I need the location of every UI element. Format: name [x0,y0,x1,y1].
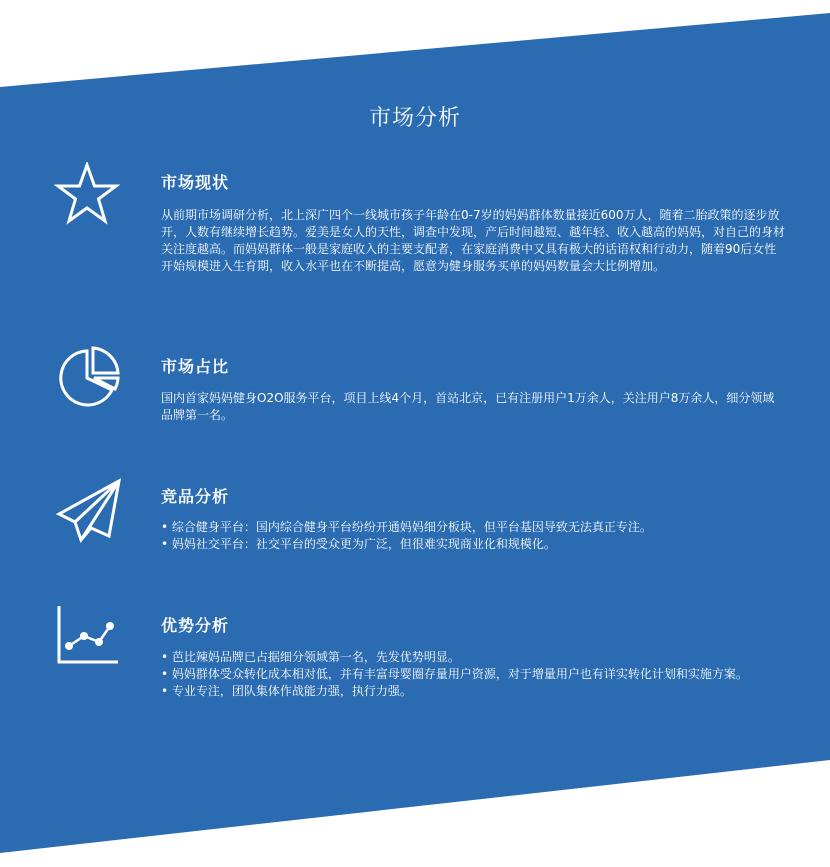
bullet-item: • 专业专注，团队集体作战能力强，执行力强。 [161,684,412,698]
section-paragraph [161,207,786,275]
bullet-item: • 芭比辣妈品牌已占据细分领域第一名，先发优势明显。 [161,650,460,664]
bullet-item: • 综合健身平台：国内综合健身平台纷纷开通妈妈细分板块，但平台基因导致无法真正专注。 [161,520,652,534]
page-title: 市场分析 [368,106,461,131]
star-icon [54,162,120,228]
section-bullets [161,519,786,553]
paragraph-text: 从前期市场调研分析，北上深广四个一线城市孩子年龄在0-7岁的妈妈群体数量接近600万人，随着二胎政策的逐步放开，人数有继续增长趋势。爱美是女人的天性，调查中发现，产后时间越短、越年轻、收入越高的妈妈，对自己的身材关注度越高。而妈妈群体一般是家庭收入的主要支配者，在家庭消费中又具有极大的话语权和行动力，随着90后女性开始规模进入生育期，收入水平也在不断提高，愿意为健身服务买单的妈妈数量会大比例增加。 [161,208,786,273]
paper-plane-icon [55,478,123,544]
section-heading: 优势分析 [161,616,230,635]
line-chart-icon [56,604,122,670]
section-bullets [161,649,786,700]
section-heading: 市场占比 [161,357,230,376]
bullet-item: • 妈妈群体受众转化成本相对低，并有丰富母婴圈存量用户资源，对于增量用户也有详实转化计划和实施方案。 [161,667,748,681]
section-heading: 竞品分析 [161,487,230,506]
bullet-item: • 妈妈社交平台：社交平台的受众更为广泛，但很难实现商业化和规模化。 [161,537,556,551]
section-heading: 市场现状 [161,173,230,192]
pie-chart-icon [56,345,122,411]
paragraph-text: 国内首家妈妈健身O2O服务平台，项目上线4个月，首站北京，已有注册用户1万余人，关注用户8万余人，细分领域品牌第一名。 [161,391,775,422]
section-paragraph [161,390,786,424]
